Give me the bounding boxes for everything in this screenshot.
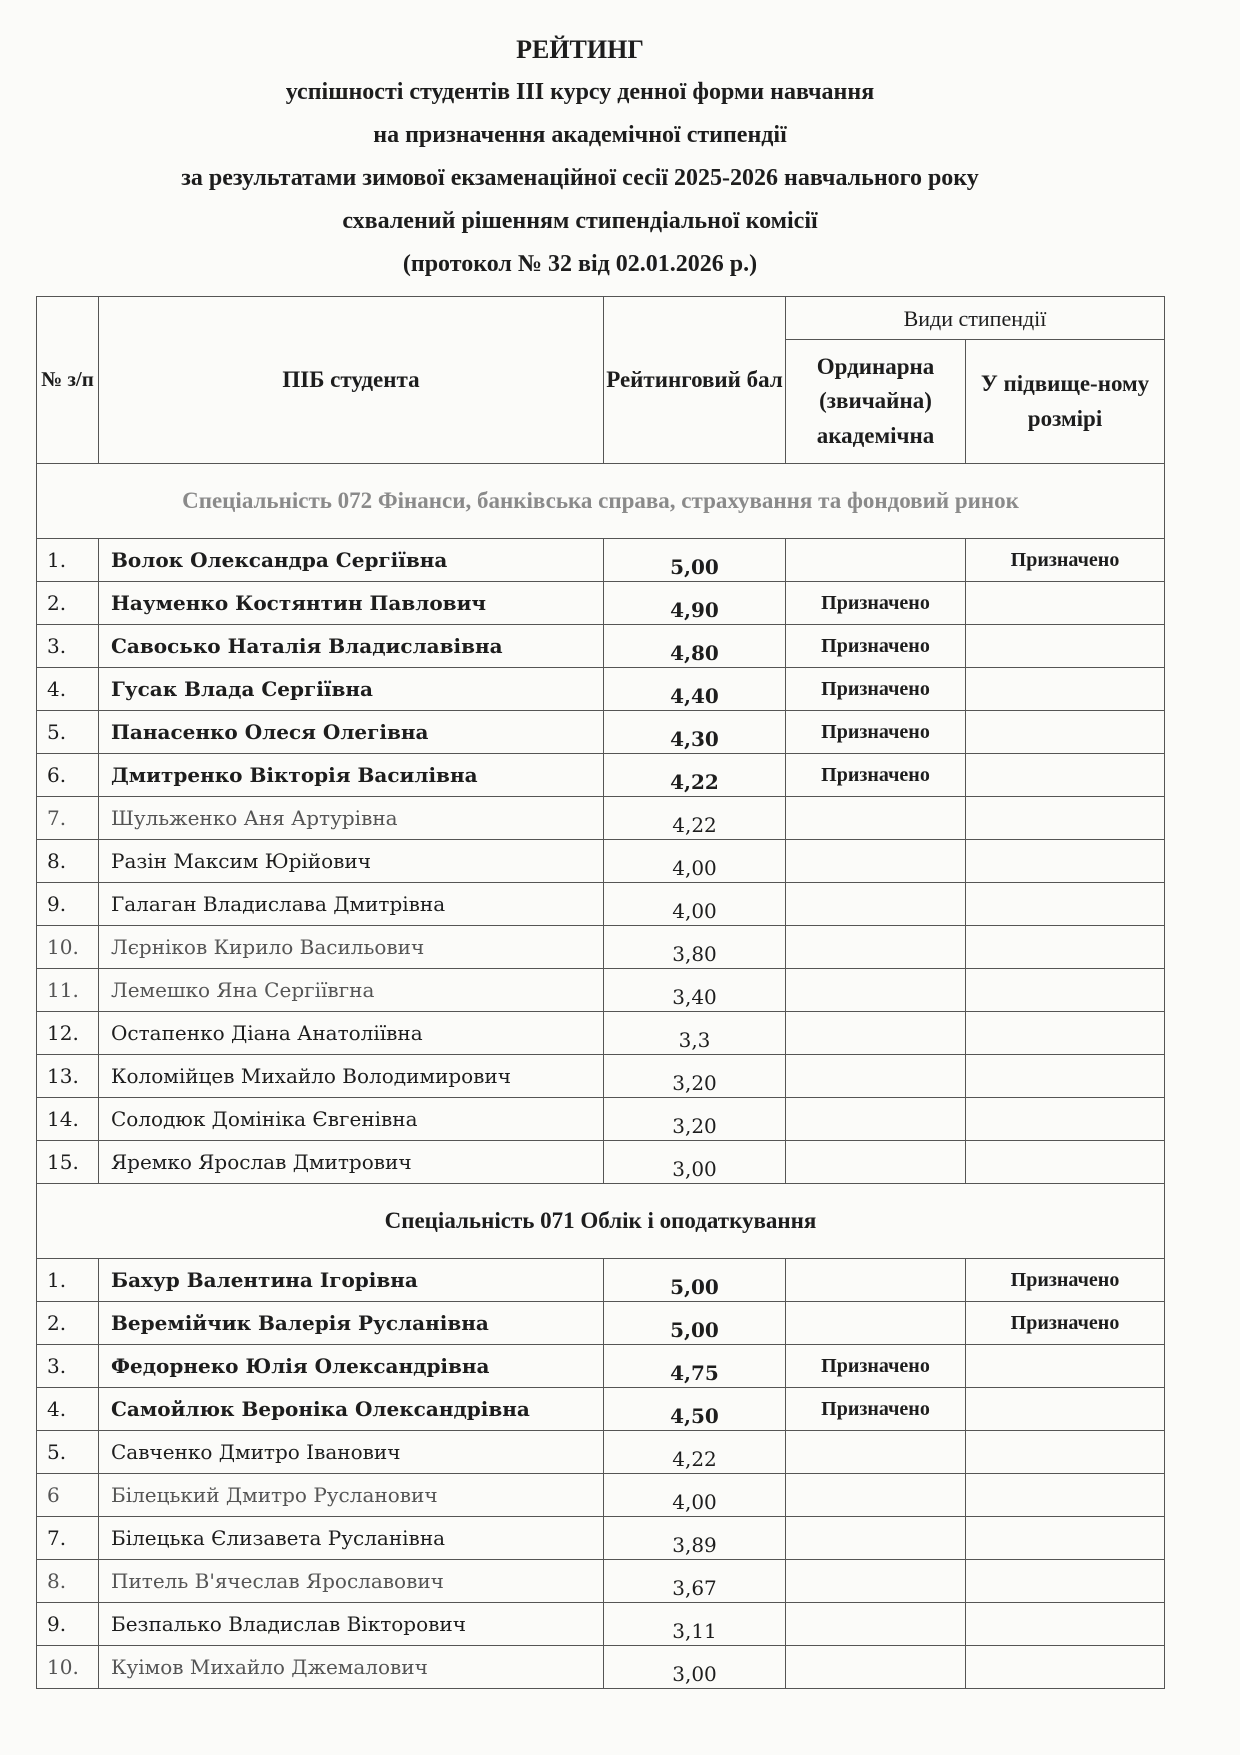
- row-number: 6: [37, 1474, 99, 1517]
- student-row: [37, 625, 1165, 668]
- row-number: 3.: [37, 625, 99, 668]
- row-number: 13.: [37, 1055, 99, 1098]
- rating-score: 3,20: [604, 1098, 786, 1141]
- increased-scholarship: [966, 1431, 1165, 1474]
- student-name: Лєрніков Кирило Васильович: [99, 926, 604, 969]
- rating-table-header: [37, 297, 1165, 464]
- student-row: [37, 1474, 1165, 1517]
- ordinary-scholarship: [786, 1302, 966, 1345]
- student-row: [37, 1345, 1165, 1388]
- student-row: [37, 1141, 1165, 1184]
- student-name: Галаган Владислава Дмитрівна: [99, 883, 604, 926]
- ordinary-scholarship: Призначено: [786, 711, 966, 754]
- increased-scholarship: [966, 1603, 1165, 1646]
- student-name: Солодюк Домініка Євгенівна: [99, 1098, 604, 1141]
- student-row: [37, 883, 1165, 926]
- ordinary-scholarship: Призначено: [786, 754, 966, 797]
- student-name: Савченко Дмитро Іванович: [99, 1431, 604, 1474]
- increased-scholarship: [966, 1388, 1165, 1431]
- rating-score: 3,3: [604, 1012, 786, 1055]
- heading-line-3: за результатами зимової екзаменаційної сесії 2025-2026 навчального року: [181, 165, 979, 191]
- row-number: 8.: [37, 840, 99, 883]
- rating-score: 3,89: [604, 1517, 786, 1560]
- rating-score: 3,20: [604, 1055, 786, 1098]
- student-row: [37, 711, 1165, 754]
- student-row: [37, 840, 1165, 883]
- row-number: 15.: [37, 1141, 99, 1184]
- increased-scholarship: [966, 754, 1165, 797]
- rating-score: 4,00: [604, 883, 786, 926]
- rating-score: 3,67: [604, 1560, 786, 1603]
- row-number: 10.: [37, 926, 99, 969]
- rating-score: 4,22: [604, 1431, 786, 1474]
- ordinary-scholarship: [786, 1431, 966, 1474]
- rating-score: 3,40: [604, 969, 786, 1012]
- ordinary-scholarship: [786, 1517, 966, 1560]
- increased-scholarship: [966, 1474, 1165, 1517]
- student-name: Дмитренко Вікторія Василівна: [99, 754, 604, 797]
- rating-score: 5,00: [604, 539, 786, 582]
- student-name: Веремійчик Валерія Русланівна: [99, 1302, 604, 1345]
- rating-score: 3,11: [604, 1603, 786, 1646]
- rating-score: 3,80: [604, 926, 786, 969]
- row-number: 2.: [37, 582, 99, 625]
- ordinary-scholarship: [786, 840, 966, 883]
- rating-score: 3,00: [604, 1646, 786, 1689]
- student-name: Яремко Ярослав Дмитрович: [99, 1141, 604, 1184]
- student-row: [37, 1259, 1165, 1302]
- student-name: Савосько Наталія Владиславівна: [99, 625, 604, 668]
- rating-score: 4,40: [604, 668, 786, 711]
- increased-scholarship: [966, 969, 1165, 1012]
- row-number: 7.: [37, 797, 99, 840]
- student-name: Коломійцев Михайло Володимирович: [99, 1055, 604, 1098]
- header-scholarship-kinds: Види стипендії: [786, 297, 1165, 340]
- header-increased: У підвище-ному розмірі: [966, 340, 1165, 464]
- header-name: ПІБ студента: [99, 297, 604, 464]
- student-row: [37, 582, 1165, 625]
- ordinary-scholarship: Призначено: [786, 668, 966, 711]
- student-name: Шульженко Аня Артурівна: [99, 797, 604, 840]
- ordinary-scholarship: [786, 1474, 966, 1517]
- header-score: Рейтинговий бал: [604, 297, 786, 464]
- ordinary-scholarship: [786, 1560, 966, 1603]
- row-number: 12.: [37, 1012, 99, 1055]
- increased-scholarship: [966, 883, 1165, 926]
- student-name: Білецька Єлизавета Русланівна: [99, 1517, 604, 1560]
- specialty-title: Спеціальність 071 Облік і оподаткування: [37, 1184, 1165, 1259]
- row-number: 9.: [37, 883, 99, 926]
- rating-score: 3,00: [604, 1141, 786, 1184]
- student-name: Федорнеко Юлія Олександрівна: [99, 1345, 604, 1388]
- student-row: [37, 1302, 1165, 1345]
- row-number: 8.: [37, 1560, 99, 1603]
- specialty-row: [37, 1184, 1165, 1259]
- student-row: [37, 1646, 1165, 1689]
- increased-scholarship: [966, 1517, 1165, 1560]
- row-number: 4.: [37, 668, 99, 711]
- ordinary-scholarship: [786, 797, 966, 840]
- student-row: [37, 754, 1165, 797]
- rating-score: 4,22: [604, 797, 786, 840]
- row-number: 9.: [37, 1603, 99, 1646]
- student-row: [37, 1012, 1165, 1055]
- increased-scholarship: [966, 840, 1165, 883]
- increased-scholarship: [966, 1012, 1165, 1055]
- row-number: 1.: [37, 1259, 99, 1302]
- student-row: [37, 1055, 1165, 1098]
- student-name: Волок Олександра Сергіївна: [99, 539, 604, 582]
- rating-score: 4,50: [604, 1388, 786, 1431]
- increased-scholarship: Призначено: [966, 1259, 1165, 1302]
- rating-score: 4,90: [604, 582, 786, 625]
- heading-line-5: (протокол № 32 від 02.01.2026 р.): [402, 251, 758, 277]
- heading-line-4: схвалений рішенням стипендіальної комісії: [342, 208, 818, 234]
- student-name: Бахур Валентина Ігорівна: [99, 1259, 604, 1302]
- ordinary-scholarship: [786, 883, 966, 926]
- student-row: [37, 797, 1165, 840]
- student-row: [37, 668, 1165, 711]
- student-name: Питель В'ячеслав Ярославович: [99, 1560, 604, 1603]
- student-name: Панасенко Олеся Олегівна: [99, 711, 604, 754]
- ordinary-scholarship: [786, 1141, 966, 1184]
- student-row: [37, 926, 1165, 969]
- student-name: Лемешко Яна Сергіївгна: [99, 969, 604, 1012]
- row-number: 2.: [37, 1302, 99, 1345]
- increased-scholarship: [966, 1560, 1165, 1603]
- rating-table-body: [37, 464, 1165, 1689]
- ordinary-scholarship: [786, 1259, 966, 1302]
- row-number: 7.: [37, 1517, 99, 1560]
- heading-line-1: успішності студентів ІІІ курсу денної форми навчання: [285, 79, 875, 105]
- ordinary-scholarship: [786, 1098, 966, 1141]
- rating-score: 4,22: [604, 754, 786, 797]
- row-number: 14.: [37, 1098, 99, 1141]
- increased-scholarship: [966, 582, 1165, 625]
- rating-score: 4,80: [604, 625, 786, 668]
- ordinary-scholarship: Призначено: [786, 1388, 966, 1431]
- student-name: Гусак Влада Сергіївна: [99, 668, 604, 711]
- student-row: [37, 1560, 1165, 1603]
- student-row: [37, 1098, 1165, 1141]
- ordinary-scholarship: [786, 969, 966, 1012]
- increased-scholarship: [966, 711, 1165, 754]
- ordinary-scholarship: [786, 1646, 966, 1689]
- row-number: 5.: [37, 711, 99, 754]
- row-number: 4.: [37, 1388, 99, 1431]
- document-heading: [0, 28, 1160, 286]
- increased-scholarship: Призначено: [966, 1302, 1165, 1345]
- increased-scholarship: [966, 1345, 1165, 1388]
- student-row: [37, 969, 1165, 1012]
- student-row: [37, 1603, 1165, 1646]
- ordinary-scholarship: Призначено: [786, 582, 966, 625]
- ordinary-scholarship: [786, 1055, 966, 1098]
- increased-scholarship: [966, 797, 1165, 840]
- student-name: Самойлюк Вероніка Олександрівна: [99, 1388, 604, 1431]
- increased-scholarship: [966, 1098, 1165, 1141]
- row-number: 6.: [37, 754, 99, 797]
- specialty-title: Спеціальність 072 Фінанси, банківська справа, страхування та фондовий ринок: [37, 464, 1165, 539]
- row-number: 1.: [37, 539, 99, 582]
- row-number: 11.: [37, 969, 99, 1012]
- document-title: РЕЙТИНГ: [516, 35, 644, 64]
- rating-score: 5,00: [604, 1259, 786, 1302]
- header-number: № з/п: [37, 297, 99, 464]
- ordinary-scholarship: Призначено: [786, 625, 966, 668]
- student-row: [37, 1388, 1165, 1431]
- ordinary-scholarship: [786, 1012, 966, 1055]
- student-name: Науменко Костянтин Павлович: [99, 582, 604, 625]
- rating-table: [36, 296, 1165, 1689]
- heading-line-2: на призначення академічної стипендії: [373, 122, 787, 148]
- ordinary-scholarship: [786, 1603, 966, 1646]
- rating-score: 4,00: [604, 840, 786, 883]
- row-number: 10.: [37, 1646, 99, 1689]
- row-number: 3.: [37, 1345, 99, 1388]
- header-ordinary: Ординарна (звичайна) академічна: [786, 340, 966, 464]
- ordinary-scholarship: [786, 539, 966, 582]
- student-name: Безпалько Владислав Вікторович: [99, 1603, 604, 1646]
- student-row: [37, 1431, 1165, 1474]
- student-row: [37, 539, 1165, 582]
- increased-scholarship: [966, 1646, 1165, 1689]
- increased-scholarship: [966, 926, 1165, 969]
- increased-scholarship: [966, 1055, 1165, 1098]
- ordinary-scholarship: Призначено: [786, 1345, 966, 1388]
- student-row: [37, 1517, 1165, 1560]
- student-name: Куімов Михайло Джемалович: [99, 1646, 604, 1689]
- increased-scholarship: Призначено: [966, 539, 1165, 582]
- rating-score: 4,75: [604, 1345, 786, 1388]
- specialty-row: [37, 464, 1165, 539]
- ordinary-scholarship: [786, 926, 966, 969]
- rating-score: 4,00: [604, 1474, 786, 1517]
- student-name: Остапенко Діана Анатоліївна: [99, 1012, 604, 1055]
- student-name: Білецький Дмитро Русланович: [99, 1474, 604, 1517]
- increased-scholarship: [966, 1141, 1165, 1184]
- row-number: 5.: [37, 1431, 99, 1474]
- rating-score: 5,00: [604, 1302, 786, 1345]
- increased-scholarship: [966, 625, 1165, 668]
- student-name: Разін Максим Юрійович: [99, 840, 604, 883]
- increased-scholarship: [966, 668, 1165, 711]
- rating-score: 4,30: [604, 711, 786, 754]
